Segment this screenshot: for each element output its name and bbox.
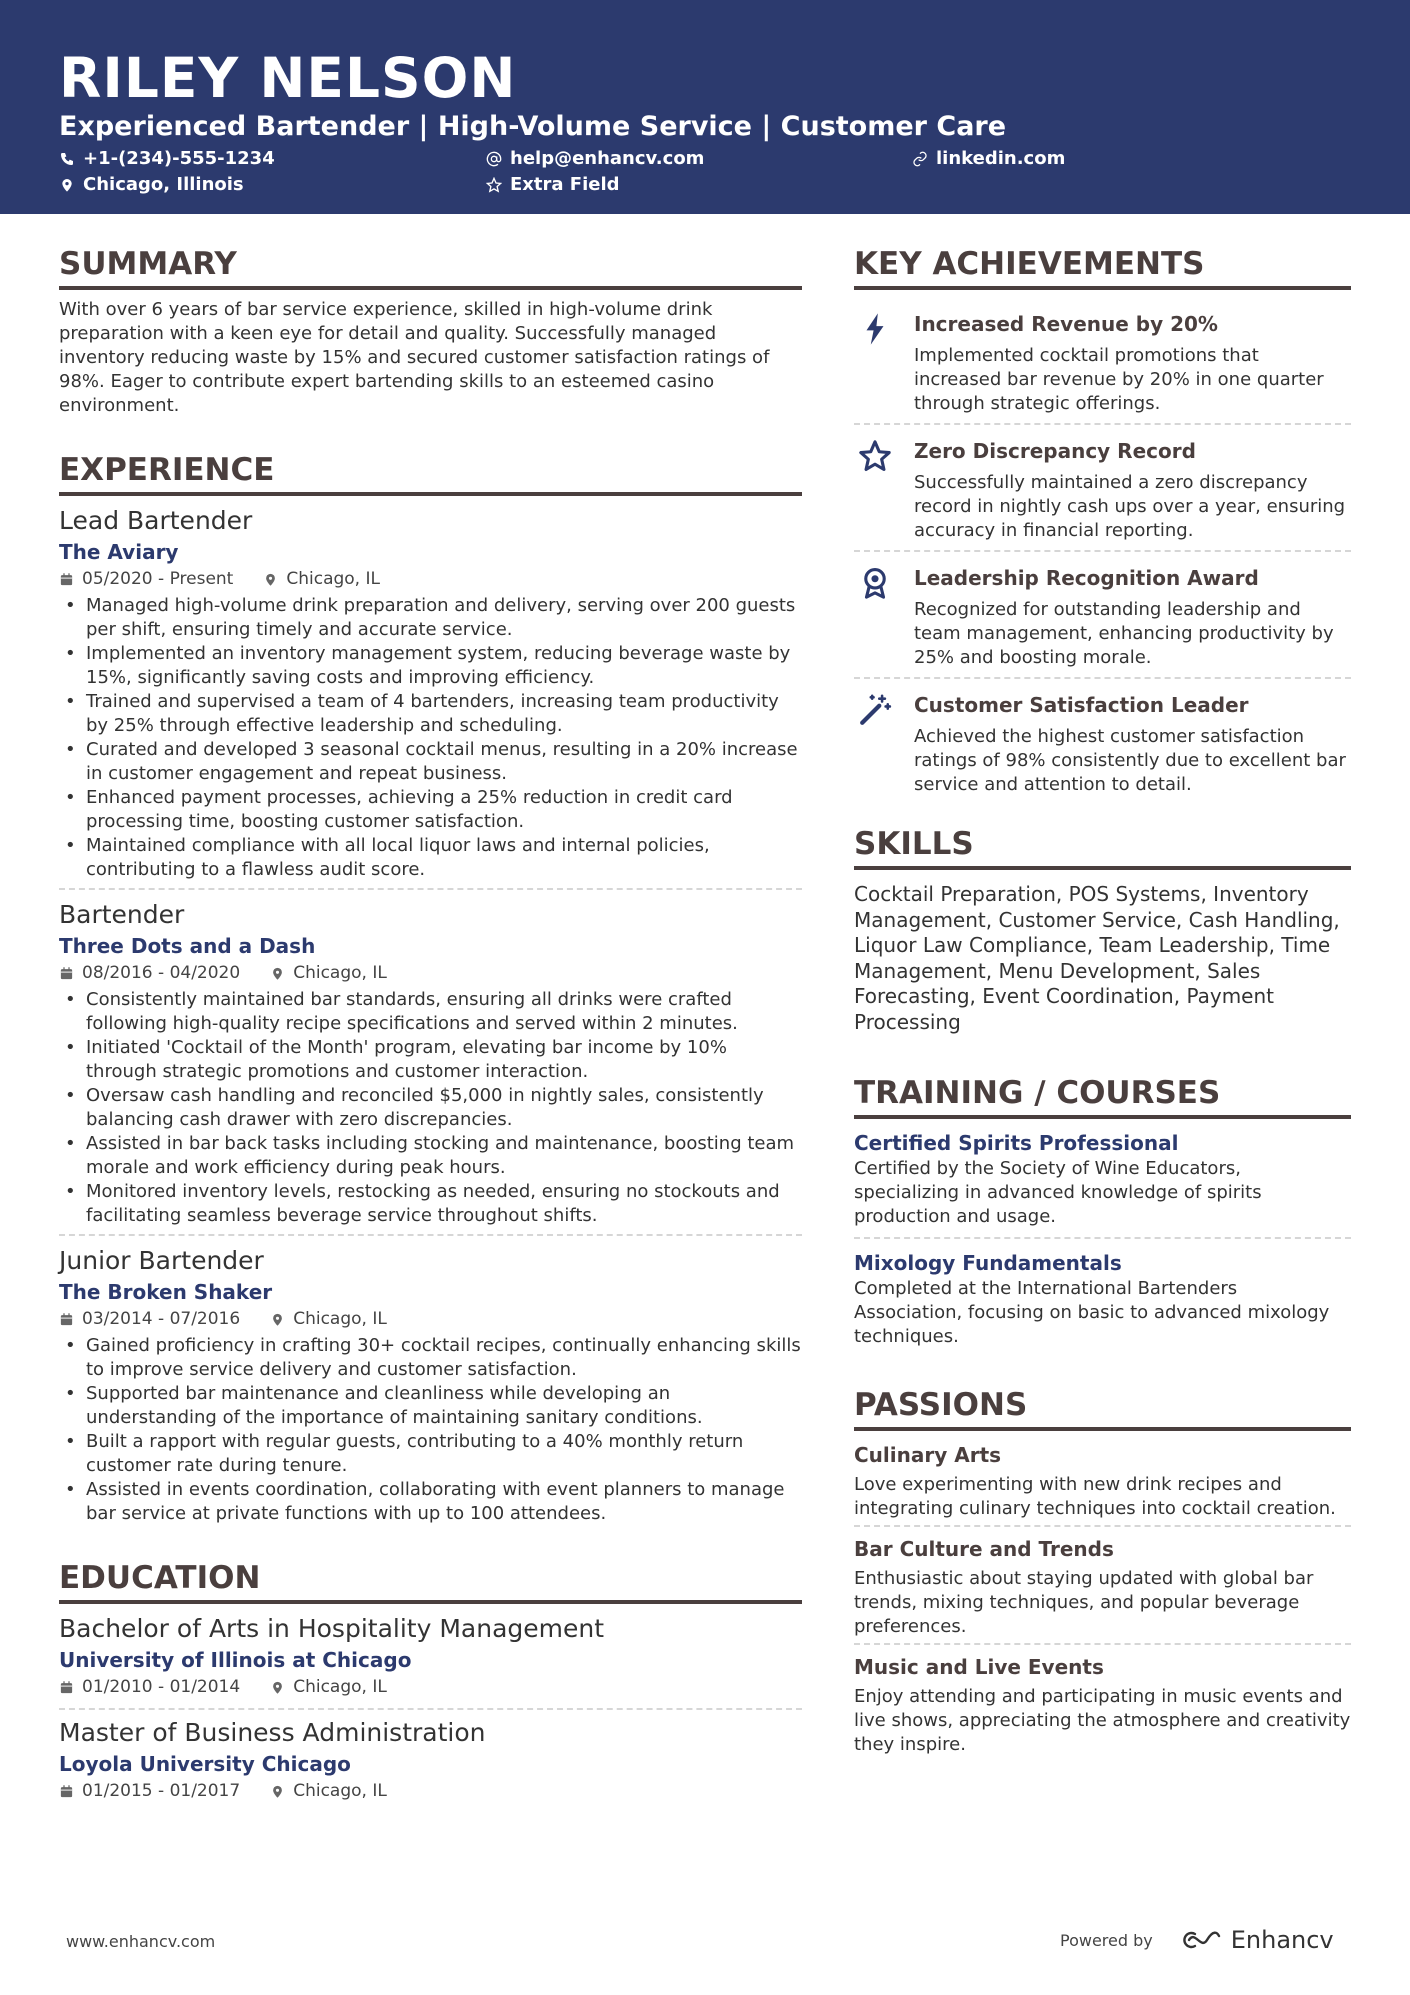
bullet-item: • Maintained compliance with all local liquor laws and internal policies, contributing to a flawless audit score. xyxy=(59,834,802,882)
achievement-title: Increased Revenue by 20% xyxy=(914,312,1218,336)
job-company: The Broken Shaker xyxy=(59,1280,273,1304)
bullet-item: • Assisted in events coordination, collaborating with event planners to manage bar service at private functions with up to 100 attendees. xyxy=(59,1478,802,1526)
bullet-item: • Enhanced payment processes, achieving a 25% reduction in credit card processing time, boosting customer satisfaction. xyxy=(59,786,802,834)
course-item xyxy=(854,1127,1351,1239)
left-column xyxy=(59,244,802,1818)
job-dates: 08/2016 - 04/2020 xyxy=(82,963,241,983)
experience-title: EXPERIENCE xyxy=(59,450,802,496)
contact-email[interactable] xyxy=(486,148,704,170)
footer-powered xyxy=(1060,1926,1334,1954)
contact-location xyxy=(59,174,244,196)
job-role: Junior Bartender xyxy=(59,1246,264,1275)
edu-school: Loyola University Chicago xyxy=(59,1752,351,1776)
brand-name: Enhancv xyxy=(1230,1926,1334,1954)
star-outline-icon xyxy=(486,177,502,193)
bullet-item: • Curated and developed 3 seasonal cocktail menus, resulting in a 20% increase in customer engagement and repeat business. xyxy=(59,738,802,786)
job-role: Lead Bartender xyxy=(59,506,253,535)
passion-desc: Enthusiastic about staying updated with global bar trends, mixing techniques, and popular beverage preferences. xyxy=(854,1568,1314,1637)
education-item xyxy=(59,1612,802,1710)
phone-text: +1-(234)-555-1234 xyxy=(83,148,275,169)
bullet-item: • Assisted in bar back tasks including stocking and maintenance, boosting team morale and work efficiency during peak hours. xyxy=(59,1132,802,1180)
magic-wand-icon xyxy=(858,693,892,727)
edu-degree: Master of Business Administration xyxy=(59,1718,486,1747)
skills-text: Cocktail Preparation, POS Systems, Inventory Management, Customer Service, Cash Handling, Liquor Law Compliance, Team Leadership, Time Management, Menu Development, Sales Forecasting, Event Coordination, Payment Processing xyxy=(854,882,1340,1034)
summary-text: With over 6 years of bar service experience, skilled in high-volume drink preparation with a keen eye for detail and quality. Successfully managed inventory reducing waste by 15% and secured customer satisfaction ratings of 98%. Eager to contribute expert bartending skills to an esteemed casino environment. xyxy=(59,299,770,416)
location-pin-icon xyxy=(270,966,285,981)
achievement-title: Customer Satisfaction Leader xyxy=(914,693,1249,717)
lightning-icon xyxy=(858,312,892,346)
passion-item xyxy=(854,1439,1351,1527)
passion-title: Bar Culture and Trends xyxy=(854,1537,1114,1561)
email-text[interactable]: help@enhancv.com xyxy=(510,148,705,169)
location-pin-icon xyxy=(270,1312,285,1327)
edu-dates: 01/2015 - 01/2017 xyxy=(82,1781,241,1801)
bullet-item: • Initiated 'Cocktail of the Month' program, elevating bar income by 10% through strategic promotions and customer interaction. xyxy=(59,1036,802,1084)
bullet-item: • Monitored inventory levels, restocking as needed, ensuring no stockouts and facilitating seamless beverage service throughout shifts. xyxy=(59,1180,802,1228)
calendar-icon xyxy=(59,1784,74,1799)
experience-item xyxy=(59,898,802,1236)
bullet-item: • Implemented an inventory management system, reducing beverage waste by 15%, significantly saving costs and improving efficiency. xyxy=(59,642,802,690)
achievement-title: Leadership Recognition Award xyxy=(914,566,1259,590)
location-pin-icon xyxy=(263,572,278,587)
bullet-item: • Trained and supervised a team of 4 bartenders, increasing team productivity by 25% through effective leadership and scheduling. xyxy=(59,690,802,738)
edu-dates: 01/2010 - 01/2014 xyxy=(82,1677,241,1697)
job-dates: 03/2014 - 07/2016 xyxy=(82,1309,241,1329)
passion-title: Culinary Arts xyxy=(854,1443,1002,1467)
calendar-icon xyxy=(59,1312,74,1327)
summary-title: SUMMARY xyxy=(59,244,802,290)
enhancv-logo[interactable] xyxy=(1175,1926,1334,1954)
footer-website[interactable]: www.enhancv.com xyxy=(66,1932,216,1951)
award-medal-icon xyxy=(858,566,892,600)
resume-header xyxy=(0,0,1410,214)
achievement-title: Zero Discrepancy Record xyxy=(914,439,1196,463)
skills-title: SKILLS xyxy=(854,824,1351,870)
job-location: Chicago, IL xyxy=(293,1309,387,1329)
extra-field-text: Extra Field xyxy=(510,174,620,195)
bullet-item: • Consistently maintained bar standards, ensuring all drinks were crafted following high-quality recipe specifications and served within 2 minutes. xyxy=(59,988,802,1036)
link-icon xyxy=(912,151,928,167)
course-desc: Certified by the Society of Wine Educators, specializing in advanced knowledge of spirits production and usage. xyxy=(854,1158,1262,1227)
course-title: Mixology Fundamentals xyxy=(854,1251,1122,1275)
contact-phone xyxy=(59,148,275,170)
candidate-tagline: Experienced Bartender | High-Volume Service | Customer Care xyxy=(59,111,1007,142)
job-meta xyxy=(59,960,802,986)
passion-item xyxy=(854,1533,1351,1645)
bullet-item: • Gained proficiency in crafting 30+ cocktail recipes, continually enhancing skills to improve service delivery and customer satisfaction. xyxy=(59,1334,802,1382)
passion-desc: Love experimenting with new drink recipes and integrating culinary techniques into cocktail creation. xyxy=(854,1474,1336,1519)
course-item xyxy=(854,1247,1351,1357)
job-company: Three Dots and a Dash xyxy=(59,934,316,958)
location-text: Chicago, Illinois xyxy=(83,174,244,195)
at-sign-icon xyxy=(486,151,502,167)
bullet-item: • Built a rapport with regular guests, contributing to a 40% monthly return customer rate during tenure. xyxy=(59,1430,802,1478)
candidate-name: RILEY NELSON xyxy=(59,46,517,110)
job-bullets xyxy=(59,988,802,1228)
training-title: TRAINING / COURSES xyxy=(854,1073,1351,1119)
course-desc: Completed at the International Bartenders Association, focusing on basic to advanced mixology techniques. xyxy=(854,1278,1330,1347)
edu-meta xyxy=(59,1778,802,1804)
job-role: Bartender xyxy=(59,900,185,929)
location-pin-icon xyxy=(270,1784,285,1799)
location-pin-icon xyxy=(59,177,75,193)
passions-title: PASSIONS xyxy=(854,1385,1351,1431)
passion-item xyxy=(854,1651,1351,1761)
edu-school: University of Illinois at Chicago xyxy=(59,1648,412,1672)
job-location: Chicago, IL xyxy=(286,569,380,589)
job-meta xyxy=(59,566,802,592)
location-pin-icon xyxy=(270,1680,285,1695)
passion-title: Music and Live Events xyxy=(854,1655,1104,1679)
edu-meta xyxy=(59,1674,802,1700)
experience-item xyxy=(59,504,802,890)
achievement-desc: Implemented cocktail promotions that increased bar revenue by 20% in one quarter through strategic offerings. xyxy=(914,345,1324,414)
education-item xyxy=(59,1716,802,1812)
powered-by-label: Powered by xyxy=(1060,1930,1153,1950)
contact-linkedin[interactable] xyxy=(912,148,1065,170)
bullet-item: • Managed high-volume drink preparation and delivery, serving over 200 guests per shift, ensuring timely and accurate service. xyxy=(59,594,802,642)
bullet-item: • Oversaw cash handling and reconciled $5,000 in nightly sales, consistently balancing cash drawer with zero discrepancies. xyxy=(59,1084,802,1132)
linkedin-text[interactable]: linkedin.com xyxy=(936,148,1066,169)
job-dates: 05/2020 - Present xyxy=(82,569,234,589)
edu-location: Chicago, IL xyxy=(293,1677,387,1697)
phone-icon xyxy=(59,151,75,167)
achievement-desc: Successfully maintained a zero discrepancy record in nightly cash ups over a year, ensuring accuracy in financial reporting. xyxy=(914,472,1346,541)
achievement-item xyxy=(854,679,1351,804)
job-bullets xyxy=(59,1334,802,1526)
achievement-item xyxy=(854,298,1351,425)
edu-degree: Bachelor of Arts in Hospitality Management xyxy=(59,1614,605,1643)
calendar-icon xyxy=(59,966,74,981)
achievement-desc: Recognized for outstanding leadership and team management, enhancing productivity by 25% and boosting morale. xyxy=(914,599,1334,668)
achievement-desc: Achieved the highest customer satisfaction ratings of 98% consistently due to excellent bar service and attention to detail. xyxy=(914,726,1346,795)
education-title: EDUCATION xyxy=(59,1558,802,1604)
achievement-item xyxy=(854,552,1351,679)
job-company: The Aviary xyxy=(59,540,179,564)
job-location: Chicago, IL xyxy=(293,963,387,983)
edu-location: Chicago, IL xyxy=(293,1781,387,1801)
calendar-icon xyxy=(59,1680,74,1695)
achievement-item xyxy=(854,425,1351,552)
passion-desc: Enjoy attending and participating in music events and live shows, appreciating the atmosphere and creativity they inspire. xyxy=(854,1686,1351,1755)
job-bullets xyxy=(59,594,802,882)
enhancv-logo-icon xyxy=(1175,1928,1223,1952)
experience-item xyxy=(59,1244,802,1532)
bullet-item: • Supported bar maintenance and cleanliness while developing an understanding of the importance of maintaining sanitary conditions. xyxy=(59,1382,802,1430)
star-icon xyxy=(858,439,892,473)
achievements-title: KEY ACHIEVEMENTS xyxy=(854,244,1351,290)
contact-extra xyxy=(486,174,620,196)
job-meta xyxy=(59,1306,802,1332)
course-title: Certified Spirits Professional xyxy=(854,1131,1179,1155)
right-column xyxy=(854,244,1351,1767)
calendar-icon xyxy=(59,572,74,587)
